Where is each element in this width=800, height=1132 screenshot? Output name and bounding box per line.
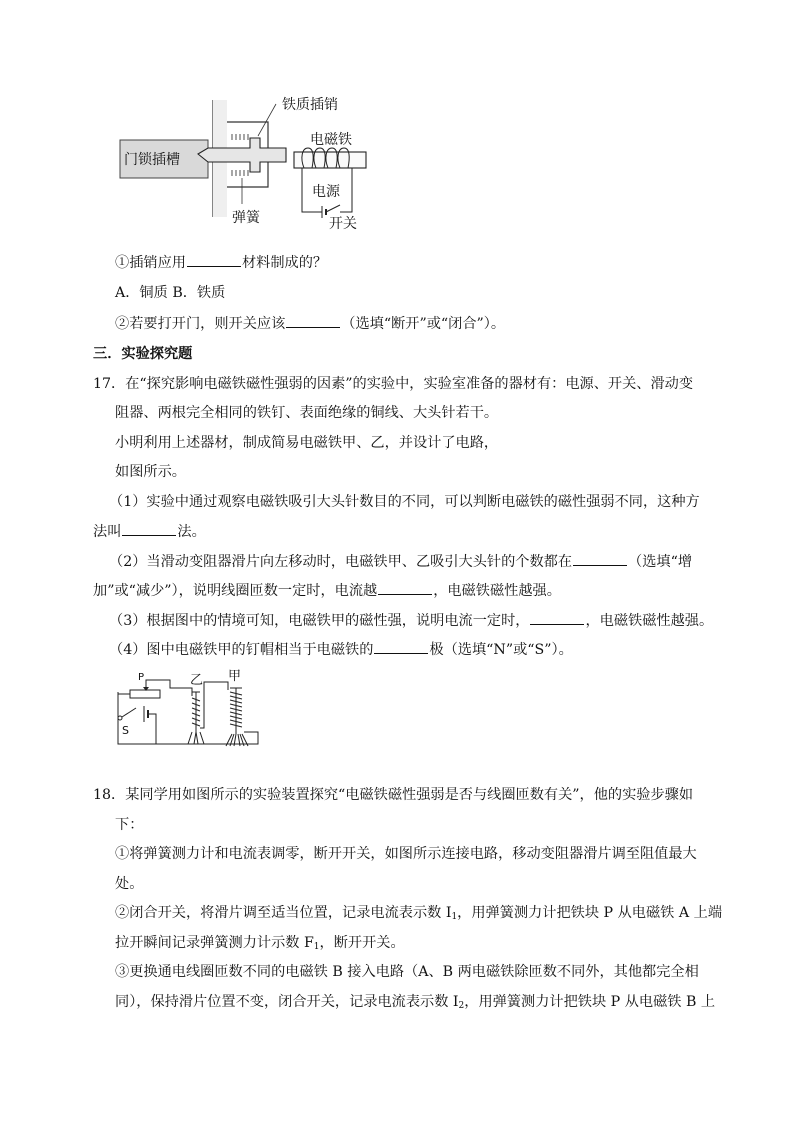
label-power-source: 电源: [312, 184, 340, 200]
q17-part2-line1: （2）当滑动变阻器滑片向左移动时，电磁铁甲、乙吸引大头针的个数都在 （选填“增: [109, 551, 692, 572]
answer-blank[interactable]: [374, 639, 428, 654]
answer-blank[interactable]: [573, 551, 627, 566]
door-lock-diagram: [118, 92, 378, 234]
q17-part2-line2: 加”或“减少”），说明线圈匝数一定时，电流越 ，电磁铁磁性越强。: [93, 580, 561, 601]
rheostat: [130, 690, 160, 698]
answer-blank[interactable]: [187, 252, 241, 267]
q17-stem-line2: 阻器、两根完全相同的铁钉、表面绝缘的铜线、大头针若干。: [115, 405, 499, 421]
electromagnet-jia: [226, 688, 248, 746]
switch-blade: [326, 205, 340, 212]
q17-stem-line1: 17．在“探究影响电磁铁磁性强弱的因素”的实验中，实验室准备的器材有：电源、开关、滑动变: [93, 376, 694, 392]
label-door-lock-slot: 门锁插槽: [124, 152, 180, 168]
answer-blank[interactable]: [122, 521, 176, 536]
rheostat-slider: [146, 680, 188, 690]
switch-blade: [122, 708, 136, 717]
section-heading: 三．实验探究题: [93, 346, 193, 362]
label-switch-s: S: [122, 724, 129, 737]
spring-top: [232, 134, 248, 140]
label-iron-pin: 铁质插销: [282, 97, 338, 113]
spring-bottom: [232, 170, 248, 176]
answer-blank[interactable]: [286, 313, 340, 328]
electromagnet-circuit-diagram: [108, 668, 264, 754]
q16-options: A．铜质 B．铁质: [115, 285, 226, 301]
q16-sub2: ②若要打开门，则开关应该 （选填“断开”或“闭合”）。: [115, 313, 505, 334]
q17-part1-line2: 法叫 法。: [93, 521, 206, 542]
q18-step1-line2: 处。: [115, 876, 144, 892]
q17-part1-line1: （1）实验中通过观察电磁铁吸引大头针数目的不同，可以判断电磁铁的磁性强弱不同，这种方: [109, 494, 700, 510]
q18-stem-line2: 下：: [115, 817, 144, 833]
q18-step2-line1: ②闭合开关，将滑片调至适当位置，记录电流表示数 $I_1$，用弹簧测力计把铁块 P 从电磁铁 A 上端: [115, 905, 723, 922]
answer-blank[interactable]: [530, 610, 584, 625]
q17-stem-line4: 如图所示。: [115, 464, 186, 480]
label-switch: 开关: [329, 216, 357, 232]
label-electromagnet: 电磁铁: [310, 132, 352, 148]
q18-step3-line2: 同），保持滑片位置不变，闭合开关，记录电流表示数 $I_2$，用弹簧测力计把铁块 P 从电磁铁 B 上: [115, 994, 716, 1011]
iron-pin: [198, 138, 286, 172]
q16-sub1: ①插销应用 材料制成的？: [115, 252, 327, 273]
label-electromagnet-yi: 乙: [190, 673, 204, 688]
q18-step3-line1: ③更换通电线圈匝数不同的电磁铁 B 接入电路（A、B 两电磁铁除匝数不同外，其他都完全相: [115, 964, 699, 980]
label-electromagnet-jia: 甲: [228, 669, 242, 684]
q17-part4: （4）图中电磁铁甲的钉帽相当于电磁铁的 极（选填“N”或“S”）。: [109, 639, 573, 660]
q17-part3: （3）根据图中的情境可知，电磁铁甲的磁性强，说明电流一定时， ，电磁铁磁性越强。: [109, 610, 713, 631]
q18-step1-line1: ①将弹簧测力计和电流表调零，断开开关，如图所示连接电路，移动变阻器滑片调至阻值最大: [115, 846, 697, 862]
electromagnet-core: [294, 152, 366, 168]
answer-blank[interactable]: [378, 580, 432, 595]
q18-stem-line1: 18．某同学用如图所示的实验装置探究“电磁铁磁性强弱是否与线圈匝数有关”，他的实验步骤如: [93, 787, 694, 803]
q17-stem-line3: 小明利用上述器材，制成简易电磁铁甲、乙，并设计了电路，: [115, 435, 499, 451]
electromagnet-yi: [188, 692, 204, 744]
label-slider-p: P: [138, 672, 145, 683]
label-spring: 弹簧: [232, 210, 260, 226]
q18-step2-line2: 拉开瞬间记录弹簧测力计示数 $F_1$，断开开关。: [115, 935, 405, 952]
